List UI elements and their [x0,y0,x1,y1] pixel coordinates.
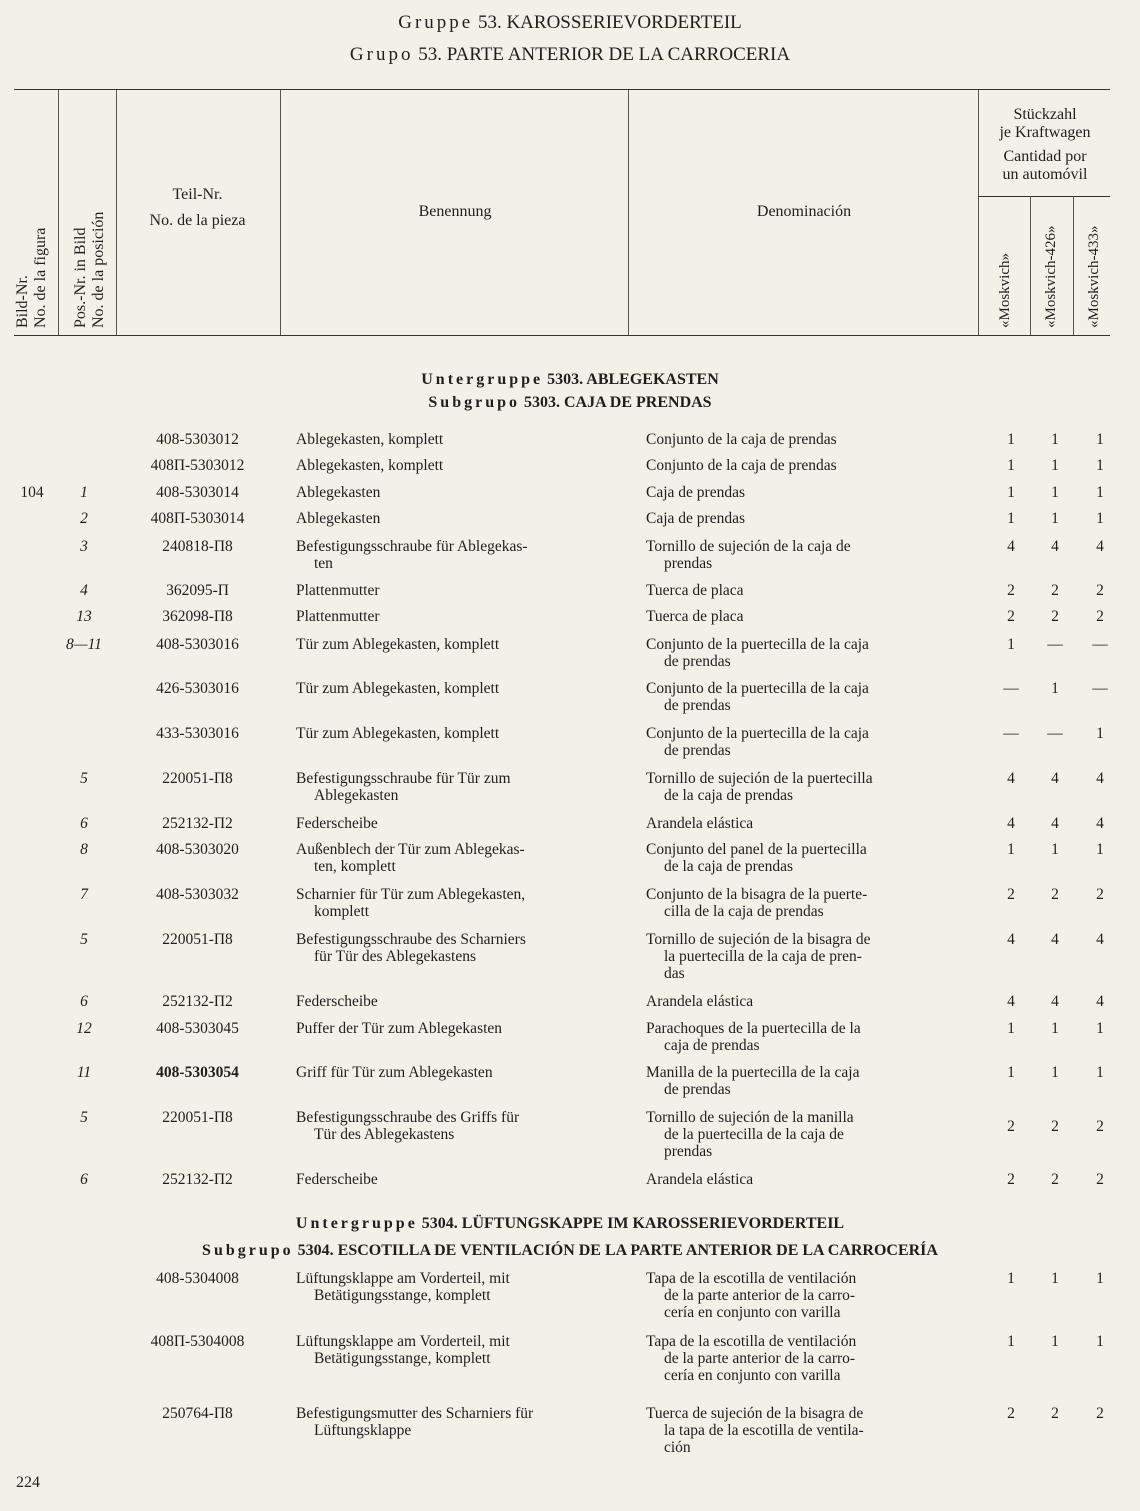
name-de: Ablegekasten, komplett [296,457,444,474]
header-part-es: No. de la pieza [149,212,246,229]
header-qty-de-2: je Kraftwagen [999,124,1091,141]
header-fig-es: No. de la figura [32,227,49,328]
name-de-line: Befestigungsschraube für Ablegekas- [296,538,528,555]
qty-moskvich: 2 [1007,886,1015,903]
name-de-line: komplett [314,903,370,920]
header-model-1: «Moskvich» [997,253,1013,328]
name-de: Tür zum Ablegekasten, komplett [296,725,500,742]
position-number: 11 [76,1064,92,1081]
position-number: 8 [80,841,88,858]
name-es-line: prendas [664,555,713,572]
name-de [296,1270,616,1304]
part-number: 362095-П [166,582,229,599]
qty-moskvich-426: 2 [1051,1171,1059,1188]
header-name-de: Benennung [418,203,492,220]
header-fig-de: Bild-Nr. [14,275,31,328]
qty-moskvich: 4 [1007,770,1015,787]
name-de-line: Befestigungsschraube für Tür zum [296,770,511,787]
name-es-line: ción [664,1439,691,1456]
name-es-line: Tornillo de sujeción de la bisagra de [646,931,871,948]
part-number: 362098-П8 [162,608,233,625]
name-es: Arandela elástica [646,993,754,1010]
name-es [646,538,959,572]
name-de: Puffer der Tür zum Ablegekasten [296,1020,503,1037]
qty-moskvich: 1 [1007,484,1015,501]
name-es-line: Conjunto de la puertecilla de la caja [646,680,869,697]
part-number: 220051-П8 [162,770,233,787]
qty-moskvich: — [1003,725,1019,742]
qty-moskvich-426: 4 [1051,931,1059,948]
name-es-line: de la caja de prendas [664,787,794,804]
qty-moskvich-426: 1 [1051,1333,1059,1350]
name-de: Ablegekasten [296,484,381,501]
part-number: 408-5303014 [156,484,239,501]
name-es-line: Conjunto de la puertecilla de la caja [646,636,869,653]
name-es-line: Conjunto de la bisagra de la puerte- [646,886,868,903]
qty-moskvich-433: 2 [1096,1171,1104,1188]
name-de-line: Scharnier für Tür zum Ablegekasten, [296,886,526,903]
group-title-es [0,44,1140,66]
name-de [296,1333,616,1367]
qty-moskvich-433: 1 [1096,841,1104,858]
qty-moskvich-433: 1 [1096,431,1104,448]
part-number: 408П-5303012 [150,457,245,474]
position-number: 7 [80,886,88,903]
name-es: Conjunto de la caja de prendas [646,431,837,448]
qty-moskvich-426: 4 [1051,538,1059,555]
part-number: 408П-5303014 [150,510,245,527]
header-part-de: Teil-Nr. [172,186,223,203]
part-number: 220051-П8 [162,931,233,948]
part-number: 252132-П2 [162,993,233,1010]
header-part [120,185,275,231]
qty-moskvich: 1 [1007,431,1015,448]
name-de-line: Ablegekasten [314,787,399,804]
qty-moskvich-433: 4 [1096,770,1104,787]
group-label-de: Gruppe [398,12,474,33]
header-qty [980,106,1110,184]
name-es-line: das [664,965,685,982]
qty-subheader-rule [978,196,1110,197]
qty-moskvich-426: 1 [1051,510,1059,527]
name-de-line: Lüftungsklappe am Vorderteil, mit [296,1333,510,1350]
position-number: 6 [80,993,88,1010]
name-es [646,886,959,920]
subgroup-name-es: 5303. CAJA DE PRENDAS [524,394,712,411]
qty-moskvich-426: 1 [1051,1020,1059,1037]
qty-moskvich: 1 [1007,1270,1015,1287]
qty-moskvich-426: 1 [1051,484,1059,501]
name-es [646,1020,959,1054]
qty-moskvich: 2 [1007,1405,1015,1422]
col-divider-3 [280,90,281,335]
position-number: 12 [76,1020,92,1037]
qty-moskvich-426: 1 [1051,680,1059,697]
part-number: 408-5303012 [156,431,239,448]
qty-moskvich: 4 [1007,993,1015,1010]
name-de-line: Außenblech der Tür zum Ablegekas- [296,841,525,858]
qty-moskvich-433: — [1092,636,1108,653]
position-number: 6 [80,1171,88,1188]
subgroup-label-es: Subgrupo [202,1242,294,1259]
qty-moskvich: 2 [1007,1118,1015,1135]
header-fig [14,228,50,328]
group-title-de [0,12,1140,34]
name-es-line: la puertecilla de la caja de pren- [664,948,862,965]
name-de [296,841,616,875]
qty-moskvich-433: 4 [1096,538,1104,555]
qty-moskvich-433: 1 [1096,1064,1104,1081]
name-de [296,886,616,920]
name-de: Federscheibe [296,1171,378,1188]
name-de-line: Lüftungsklappe am Vorderteil, mit [296,1270,510,1287]
name-de-line: Befestigungsmutter des Scharniers für [296,1405,534,1422]
qty-moskvich-426: — [1047,636,1063,653]
qty-moskvich-433: — [1092,680,1108,697]
name-de-line: Betätigungsstange, komplett [314,1350,491,1367]
name-es [646,1405,959,1456]
qty-moskvich-433: 2 [1096,1118,1104,1135]
qty-moskvich: 1 [1007,510,1015,527]
name-de: Ablegekasten, komplett [296,431,444,448]
position-number: 5 [80,770,88,787]
name-de: Federscheibe [296,815,378,832]
subgroup-label-de: Untergruppe [295,1215,418,1232]
position-number: 6 [80,815,88,832]
name-de [296,538,616,572]
name-es-line: de prendas [664,742,731,759]
qty-moskvich: 1 [1007,841,1015,858]
name-es-line: de la parte anterior de la carro- [664,1287,856,1304]
qty-moskvich-426: 2 [1051,1118,1059,1135]
name-es-line: de prendas [664,653,731,670]
name-es-line: de la caja de prendas [664,858,794,875]
name-es [646,1270,959,1321]
col-divider-5 [978,90,979,335]
name-es [646,680,959,714]
name-es: Conjunto de la caja de prendas [646,457,837,474]
col-divider-7 [1073,196,1074,335]
figure-number: 104 [20,484,44,501]
qty-moskvich: — [1003,680,1019,697]
name-es [646,636,959,670]
name-es-line: Tornillo de sujeción de la caja de [646,538,851,555]
name-es-line: cilla de la caja de prendas [664,903,824,920]
qty-moskvich-426: 4 [1051,815,1059,832]
name-es-line: Conjunto del panel de la puertecilla [646,841,867,858]
qty-moskvich-426: 4 [1051,993,1059,1010]
name-es: Arandela elástica [646,815,754,832]
qty-moskvich: 4 [1007,538,1015,555]
name-de-line: Lüftungsklappe [314,1422,412,1439]
subgroup-heading-de [0,370,1140,389]
name-de [296,931,616,965]
header-pos-es: No. de la posición [90,211,107,328]
position-number: 5 [80,1109,88,1126]
qty-moskvich-433: 2 [1096,608,1104,625]
qty-moskvich: 2 [1007,582,1015,599]
name-es [646,1333,959,1384]
name-de: Tür zum Ablegekasten, komplett [296,680,500,697]
name-es [646,770,959,804]
qty-moskvich-426: 2 [1051,582,1059,599]
qty-moskvich: 1 [1007,457,1015,474]
qty-moskvich-433: 1 [1096,484,1104,501]
name-es-line: caja de prendas [664,1037,760,1054]
header-model-3: «Moskvich-433» [1086,225,1102,328]
position-number: 1 [80,484,88,501]
part-number: 408-5303045 [156,1020,239,1037]
name-es-line: Tapa de la escotilla de ventilación [646,1333,857,1350]
subgroup-heading-es [0,393,1140,412]
group-name-es: 53. PARTE ANTERIOR DE LA CARROCERIA [418,44,791,65]
col-divider-2 [116,90,117,335]
name-es: Tuerca de placa [646,608,744,625]
header-qty-de-1: Stückzahl [1013,106,1077,123]
position-number: 2 [80,510,88,527]
header-qty-es-2: un automóvil [1002,166,1088,183]
name-de: Plattenmutter [296,608,380,625]
name-de-line: Befestigungsschraube des Scharniers [296,931,526,948]
part-number: 426-5303016 [156,680,239,697]
subgroup-label-de: Untergruppe [421,371,544,388]
qty-moskvich-426: 1 [1051,457,1059,474]
qty-moskvich-426: 4 [1051,770,1059,787]
name-es [646,841,959,875]
name-es-line: la tapa de la escotilla de ventila- [664,1422,864,1439]
part-number: 408-5303054 [156,1064,239,1081]
name-de: Plattenmutter [296,582,380,599]
name-de [296,1405,616,1439]
qty-moskvich-426: 2 [1051,886,1059,903]
header-qty-es-1: Cantidad por [1003,148,1087,165]
qty-moskvich-433: 1 [1096,510,1104,527]
position-number: 4 [80,582,88,599]
name-es: Caja de prendas [646,484,745,501]
name-es [646,1064,959,1098]
col-divider-4 [628,90,629,335]
header-bottom-rule [14,335,1110,336]
name-es: Caja de prendas [646,510,745,527]
subgroup-name-de: 5304. LÜFTUNGSKAPPE IM KAROSSERIEVORDERTEIL [421,1215,845,1232]
name-es-line: Tapa de la escotilla de ventilación [646,1270,857,1287]
qty-moskvich: 1 [1007,1020,1015,1037]
qty-moskvich: 1 [1007,636,1015,653]
group-name-de: 53. KAROSSERIEVORDERTEIL [477,12,742,33]
name-de: Federscheibe [296,993,378,1010]
name-es-line: de la puertecilla de la caja de [664,1126,844,1143]
qty-moskvich-433: 4 [1096,931,1104,948]
name-es-line: de prendas [664,1081,731,1098]
name-es-line: prendas [664,1143,713,1160]
name-de-line: ten, komplett [314,858,396,875]
name-de-line: ten [314,555,333,572]
position-number: 13 [76,608,92,625]
qty-moskvich-433: 1 [1096,1333,1104,1350]
name-es-line: Tornillo de sujeción de la manilla [646,1109,854,1126]
name-es-line: Parachoques de la puertecilla de la [646,1020,861,1037]
qty-moskvich-433: 1 [1096,457,1104,474]
part-number: 408-5303016 [156,636,239,653]
qty-moskvich-426: 1 [1051,1064,1059,1081]
subgroup-heading-de [0,1214,1140,1233]
name-de: Griff für Tür zum Ablegekasten [296,1064,493,1081]
name-es: Tuerca de placa [646,582,744,599]
part-number: 408-5303020 [156,841,239,858]
qty-moskvich-433: 1 [1096,725,1104,742]
header-pos [72,212,108,328]
qty-moskvich-426: 1 [1051,841,1059,858]
name-es: Arandela elástica [646,1171,754,1188]
part-number: 408-5303032 [156,886,239,903]
part-number: 408П-5304008 [150,1333,245,1350]
header-top-rule [14,89,1110,90]
part-number: 252132-П2 [162,1171,233,1188]
name-es-line: de la parte anterior de la carro- [664,1350,856,1367]
qty-moskvich: 4 [1007,815,1015,832]
qty-moskvich: 4 [1007,931,1015,948]
name-de: Tür zum Ablegekasten, komplett [296,636,500,653]
subgroup-label-es: Subgrupo [428,394,520,411]
name-es-line: Conjunto de la puertecilla de la caja [646,725,869,742]
qty-moskvich-426: — [1047,725,1063,742]
name-de: Ablegekasten [296,510,381,527]
name-de-line: Befestigungsschraube des Griffs für [296,1109,520,1126]
name-de-line: Betätigungsstange, komplett [314,1287,491,1304]
subgroup-name-de: 5303. ABLEGEKASTEN [547,371,719,388]
position-number: 8—11 [66,636,102,653]
qty-moskvich-433: 4 [1096,815,1104,832]
qty-moskvich: 1 [1007,1064,1015,1081]
name-es [646,1109,959,1160]
qty-moskvich-433: 2 [1096,1405,1104,1422]
qty-moskvich-426: 2 [1051,608,1059,625]
header-pos-de: Pos.-Nr. in Bild [72,227,89,328]
part-number: 250764-П8 [162,1405,233,1422]
name-es-line: Manilla de la puertecilla de la caja [646,1064,860,1081]
qty-moskvich: 2 [1007,1171,1015,1188]
name-de-line: Tür des Ablegekastens [314,1126,455,1143]
part-number: 252132-П2 [162,815,233,832]
name-de [296,770,616,804]
col-divider-1 [58,90,59,335]
position-number: 5 [80,931,88,948]
part-number: 408-5304008 [156,1270,239,1287]
part-number: 220051-П8 [162,1109,233,1126]
qty-moskvich-426: 1 [1051,431,1059,448]
qty-moskvich-426: 1 [1051,1270,1059,1287]
qty-moskvich-426: 2 [1051,1405,1059,1422]
qty-moskvich-433: 1 [1096,1020,1104,1037]
group-label-es: Grupo [349,44,414,65]
col-divider-6 [1030,196,1031,335]
part-number: 433-5303016 [156,725,239,742]
part-number: 240818-П8 [162,538,233,555]
page-number: 224 [16,1474,40,1491]
qty-moskvich-433: 2 [1096,582,1104,599]
name-es-line: Tuerca de sujeción de la bisagra de [646,1405,864,1422]
qty-moskvich: 1 [1007,1333,1015,1350]
name-de [296,1109,616,1143]
qty-moskvich-433: 1 [1096,1270,1104,1287]
header-model-2: «Moskvich-426» [1043,225,1059,328]
header-name-es: Denominación [756,203,852,220]
name-es [646,725,959,759]
qty-moskvich-433: 4 [1096,993,1104,1010]
qty-moskvich: 2 [1007,608,1015,625]
name-es-line: cería en conjunto con varilla [664,1304,841,1321]
name-es-line: Tornillo de sujeción de la puertecilla [646,770,873,787]
name-es [646,931,959,982]
qty-moskvich-433: 2 [1096,886,1104,903]
subgroup-name-es: 5304. ESCOTILLA DE VENTILACIÓN DE LA PARTE ANTERIOR DE LA CARROCERÍA [297,1242,938,1259]
name-es-line: de prendas [664,697,731,714]
position-number: 3 [80,538,88,555]
name-es-line: cería en conjunto con varilla [664,1367,841,1384]
subgroup-heading-es [0,1241,1140,1260]
name-de-line: für Tür des Ablegekastens [314,948,476,965]
